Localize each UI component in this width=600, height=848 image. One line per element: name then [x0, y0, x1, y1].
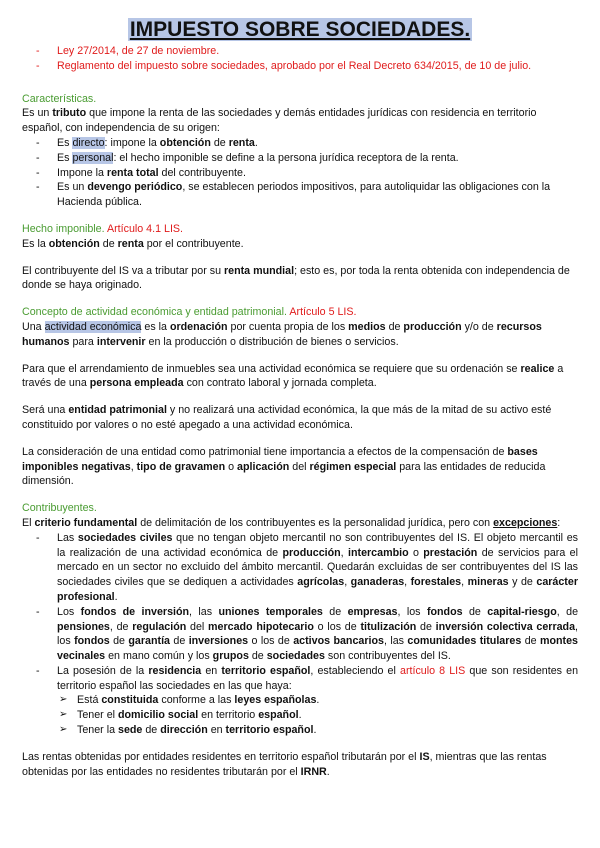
list-item: - La posesión de la residencia en territorio español, estableciendo el artículo 8 LIS que son residentes en territorio español las sociedades en las que haya: ➢ Está constituida conforme a las leyes españolas. ➢ Tener el domicilio social en territorio español. ➢ Tener la sede de dirección en territorio español.: [22, 664, 578, 738]
actividad-p2: Para que el arrendamiento de inmuebles sea una actividad económica se requiere que su ordenación se realice a través de una persona empleada con contrato laboral y jornada completa.: [22, 362, 564, 390]
list-item: - Es directo: impone la obtención de renta.: [22, 136, 578, 151]
section-heading-caracteristicas: Características.: [22, 92, 97, 105]
list-item: ➢ Tener la sede de dirección en territorio español.: [57, 723, 578, 738]
actividad-p4: La consideración de una entidad como patrimonial tiene importancia a efectos de la compensación de bases imponibles negativas, tipo de gravamen o aplicación del régimen especial para las entidades de reducida dimensión.: [22, 445, 546, 488]
list-item: - Los fondos de inversión, las uniones temporales de empresas, los fondos de capital-riesgo, de pensiones, de regulación del mercado hipotecario o los de titulización de inversión colectiva cerrada, los fondos de garantía de inversiones o los de activos bancarios, las comunidades titulares de montes vecinales en mano común y los grupos de sociedades son contribuyentes del IS.: [22, 605, 578, 664]
section-heading-actividad: Concepto de actividad económica y entidad patrimonial. Artículo 5 LIS.: [22, 306, 357, 319]
list-item: ➢ Está constituida conforme a las leyes españolas.: [57, 693, 578, 708]
hecho-text: Es la obtención de renta por el contribuyente.: [22, 237, 244, 250]
final-paragraph: Las rentas obtenidas por entidades residentes en territorio español tributarán por el IS, mientras que las rentas obtenidas por las entidades no residentes tributarán por el IRNR.: [22, 750, 547, 778]
list-item: - Las sociedades civiles que no tengan objeto mercantil no son contribuyentes del IS. El objeto mercantil es la realización de una actividad económica de producción, intercambio o prestación de servicios para el mercado en un sector no excluido del ámbito mercantil. Quedarán excluidas de ser contribuyentes del IS las sociedades civiles que se dediquen a actividades agrícolas, ganaderas, forestales, mineras y de carácter profesional.: [22, 531, 578, 605]
law-reference: - Ley 27/2014, de 27 de noviembre.: [22, 44, 578, 59]
law-reference: - Reglamento del impuesto sobre sociedades, aprobado por el Real Decreto 634/2015, de 10 de julio.: [22, 59, 578, 74]
list-item: - Impone la renta total del contribuyente.: [22, 166, 578, 181]
contribuyentes-intro: El criterio fundamental de delimitación de los contribuyentes es la personalidad jurídica, pero con excepciones:: [22, 516, 561, 529]
list-item: - Es un devengo periódico, se establecen periodos impositivos, para autoliquidar las obligaciones con la Hacienda pública.: [22, 180, 578, 210]
list-item: ➢ Tener el domicilio social en territorio español.: [57, 708, 578, 723]
contribuyentes-list: [22, 531, 578, 738]
actividad-p3: Será una entidad patrimonial y no realizará una actividad económica, la que más de la mitad de su activo esté constituido por valores o no esté apegado a una actividad económica.: [22, 404, 552, 431]
document-body: [22, 44, 578, 779]
section-heading-contribuyentes: Contribuyentes.: [22, 502, 97, 515]
list-item: - Es personal: el hecho imponible se define a la persona jurídica receptora de la renta.: [22, 151, 578, 166]
page-title: IMPUESTO SOBRE SOCIEDADES.: [129, 18, 471, 41]
residence-criteria: [57, 693, 578, 737]
caracteristicas-list: [22, 136, 578, 210]
law-references: [22, 44, 578, 74]
section-heading-hecho: Hecho imponible. Artículo 4.1 LIS.: [22, 222, 184, 235]
caracteristicas-intro: Es un tributo que impone la renta de las sociedades y demás entidades jurídicas con residencia en territorio español, con independencia de su origen:: [22, 107, 537, 135]
hecho-paragraph: El contribuyente del IS va a tributar por su renta mundial; esto es, por toda la renta obtenida con independencia de donde se haya originado.: [22, 264, 570, 292]
actividad-p1: Una actividad económica es la ordenación por cuenta propia de los medios de producción y/o de recursos humanos para intervenir en la producción o distribución de bienes o servicios.: [22, 320, 542, 348]
